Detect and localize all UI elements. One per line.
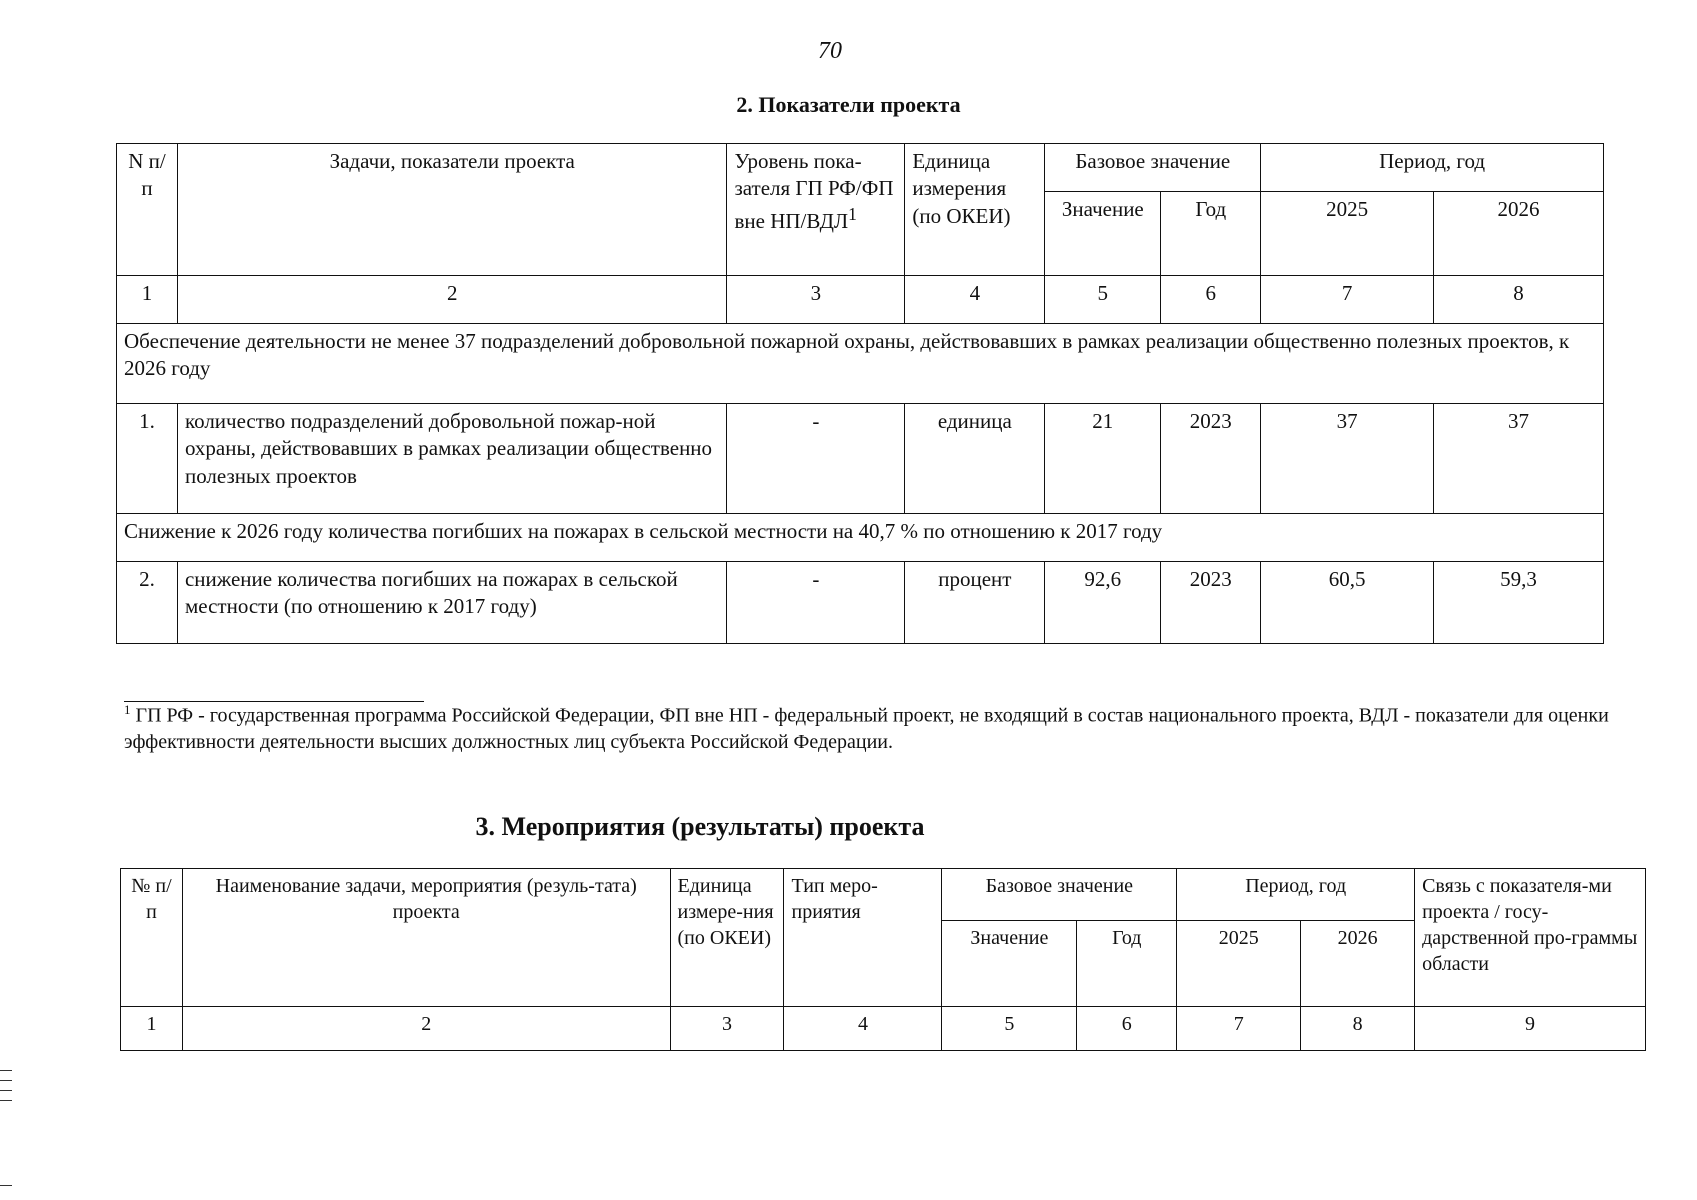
header-base-year: Год xyxy=(1161,192,1261,276)
task-1-row: Обеспечение деятельности не менее 37 подразделений добровольной пожарной охраны, действовавших в рамках реализации общественно полезных проектов, к 2026 году xyxy=(117,324,1604,404)
indicator-base-value: 21 xyxy=(1045,404,1161,514)
header-unit: Единица измерения (по ОКЕИ) xyxy=(905,144,1045,276)
header-n: N п/п xyxy=(117,144,178,276)
col-number: 4 xyxy=(784,1007,942,1051)
col-number: 9 xyxy=(1415,1007,1646,1051)
header-task: Задачи, показатели проекта xyxy=(177,144,727,276)
margin-mark xyxy=(0,1080,12,1081)
table-row xyxy=(117,404,1604,514)
col-number: 2 xyxy=(177,276,727,324)
col-number: 1 xyxy=(117,276,178,324)
footnote-mark: 1 xyxy=(124,702,131,717)
header-n: № п/п xyxy=(121,869,183,1007)
header-unit: Единица измере-ния (по ОКЕИ) xyxy=(670,869,784,1007)
footnote-ref: 1 xyxy=(848,203,857,224)
col-number: 3 xyxy=(727,276,905,324)
column-number-row xyxy=(117,276,1604,324)
header-link: Связь с показателя-ми проекта / госу-дарственной про-граммы области xyxy=(1415,869,1646,1007)
header-type: Тип меро-приятия xyxy=(784,869,942,1007)
header-base: Базовое значение xyxy=(1045,144,1261,192)
header-name: Наименование задачи, мероприятия (резуль-тата) проекта xyxy=(182,869,670,1007)
col-number: 6 xyxy=(1161,276,1261,324)
col-number: 7 xyxy=(1261,276,1434,324)
indicator-base-value: 92,6 xyxy=(1045,562,1161,644)
header-2026: 2026 xyxy=(1301,921,1415,1007)
indicator-name: снижение количества погибших на пожарах в сельской местности (по отношению к 2017 году) xyxy=(177,562,727,644)
col-number: 8 xyxy=(1301,1007,1415,1051)
margin-mark xyxy=(0,1100,12,1101)
header-base-value: Значение xyxy=(1045,192,1161,276)
task-2-row: Снижение к 2026 году количества погибших на пожарах в сельской местности на 40,7 % по отношению к 2017 году xyxy=(117,514,1604,562)
indicator-unit: процент xyxy=(905,562,1045,644)
header-2025: 2025 xyxy=(1177,921,1301,1007)
header-2026: 2026 xyxy=(1434,192,1604,276)
row-number: 2. xyxy=(117,562,178,644)
activities-table xyxy=(120,868,1646,1051)
col-number: 8 xyxy=(1434,276,1604,324)
col-number: 1 xyxy=(121,1007,183,1051)
margin-mark xyxy=(0,1185,12,1186)
indicator-name: количество подразделений добровольной пожар-ной охраны, действовавших в рамках реализации общественно полезных проектов xyxy=(177,404,727,514)
header-period: Период, год xyxy=(1177,869,1415,921)
header-2025: 2025 xyxy=(1261,192,1434,276)
col-number: 6 xyxy=(1077,1007,1177,1051)
col-number: 4 xyxy=(905,276,1045,324)
section-2-title: 2. Показатели проекта xyxy=(736,92,961,117)
indicators-table xyxy=(116,143,1604,644)
indicator-2026: 37 xyxy=(1434,404,1604,514)
margin-mark xyxy=(0,1090,12,1091)
indicator-level: - xyxy=(727,562,905,644)
header-base-value: Значение xyxy=(942,921,1077,1007)
indicator-unit: единица xyxy=(905,404,1045,514)
footnote-text: ГП РФ - государственная программа Российской Федерации, ФП вне НП - федеральный проект, не входящий в состав национального проекта, ВДЛ - показатели для оценки эффективности деятельности высших должностных лиц субъекта Российской Федерации. xyxy=(124,704,1609,753)
col-number: 5 xyxy=(942,1007,1077,1051)
column-number-row xyxy=(121,1007,1646,1051)
indicator-base-year: 2023 xyxy=(1161,562,1261,644)
col-number: 5 xyxy=(1045,276,1161,324)
header-base: Базовое значение xyxy=(942,869,1177,921)
header-period: Период, год xyxy=(1261,144,1604,192)
header-base-year: Год xyxy=(1077,921,1177,1007)
indicator-2025: 60,5 xyxy=(1261,562,1434,644)
indicator-2026: 59,3 xyxy=(1434,562,1604,644)
col-number: 7 xyxy=(1177,1007,1301,1051)
header-level: Уровень пока-зателя ГП РФ/ФП вне НП/ВДЛ$^1$ xyxy=(727,144,905,276)
indicator-level: - xyxy=(727,404,905,514)
col-number: 2 xyxy=(182,1007,670,1051)
margin-mark xyxy=(0,1070,12,1071)
footnote xyxy=(124,702,1664,755)
row-number: 1. xyxy=(117,404,178,514)
section-3-title: 3. Мероприятия (результаты) проекта xyxy=(475,812,925,841)
indicator-base-year: 2023 xyxy=(1161,404,1261,514)
table-row xyxy=(117,562,1604,644)
col-number: 3 xyxy=(670,1007,784,1051)
indicator-2025: 37 xyxy=(1261,404,1434,514)
page-number: 70 xyxy=(818,38,842,64)
